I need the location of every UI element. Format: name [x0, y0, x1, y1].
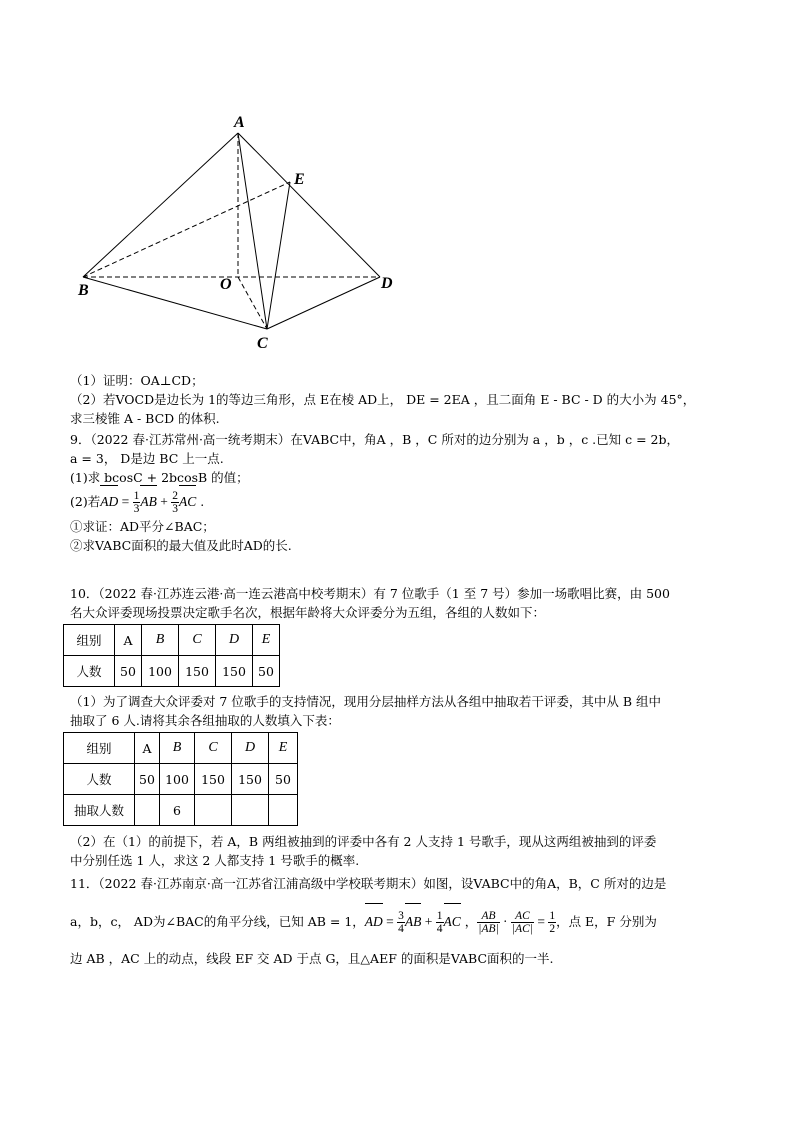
vector-AB: AB	[405, 905, 422, 939]
q10-part1-line1: （1）为了调查大众评委对 7 位歌手的支持情况，现用分层抽样方法从各组中抽取若干评委，其中从 B 组中	[70, 694, 661, 709]
fraction-2-3	[171, 490, 179, 515]
vector-AD: AD	[365, 905, 383, 939]
unit-vector-AC	[511, 910, 534, 935]
fraction-3-4	[397, 910, 405, 935]
question-8	[70, 371, 730, 428]
q9-plus: +	[156, 494, 172, 509]
edge-AC	[238, 133, 267, 329]
label-B: B	[78, 282, 89, 299]
label-C: C	[257, 335, 268, 352]
q9-line6: ②求VABC面积的最大值及此时AD的长.	[70, 538, 292, 553]
question-10-intro	[70, 584, 730, 622]
vector-AD: AD	[100, 487, 118, 517]
label-E: E	[294, 171, 305, 188]
table-cell: 50	[115, 656, 142, 687]
table-cell: 150	[195, 764, 232, 795]
q8-part1: （1）证明：OA⊥CD；	[70, 373, 204, 388]
fraction-denominator: 4	[436, 923, 443, 935]
table-cell	[269, 795, 298, 826]
question-9	[70, 430, 730, 555]
question-10-part2	[70, 832, 730, 870]
q11-dot: ·	[499, 914, 511, 929]
table-cell: 150	[232, 764, 269, 795]
fraction-numerator: 1	[549, 910, 556, 922]
label-A: A	[234, 114, 245, 131]
unit-vector-AB	[477, 910, 499, 935]
edge-CD	[267, 277, 380, 329]
q8-part2-line1: （2）若VOCD是边长为 1的等边三角形，点 E在棱 AD上， DE = 2EA ，且二面角 E - BC - D 的大小为 45°，	[70, 392, 696, 407]
table-cell: C	[195, 733, 232, 764]
table-cell: 50	[135, 764, 160, 795]
q11-plus: +	[421, 914, 436, 929]
table-cell: 人数	[64, 764, 135, 795]
table-cell: D	[216, 625, 253, 656]
group-size-table	[63, 624, 280, 687]
fraction-denominator: 2	[549, 923, 556, 935]
table-cell: C	[179, 625, 216, 656]
q11-line2-end: ，点 E，F 分别为	[556, 914, 657, 929]
q10-part2-line2: 中分别任选 1 人，求这 2 人都支持 1 号歌手的概率.	[70, 853, 360, 868]
vector-AC: AC	[444, 905, 461, 939]
table-cell: D	[232, 733, 269, 764]
q9-line2: a = 3， D是边 BC 上一点.	[70, 451, 224, 466]
q9-line5: ①求证：AD平分∠BAC；	[70, 519, 215, 534]
table-cell: 人数	[64, 656, 115, 687]
edge-AB	[83, 133, 238, 277]
q11-eq: =	[382, 914, 398, 929]
fraction-1-2	[548, 910, 556, 935]
label-D: D	[381, 275, 393, 292]
edge-EC	[267, 182, 290, 329]
q9-line4-prefix: (2)若	[70, 494, 101, 509]
fraction-numerator: 3	[398, 910, 404, 922]
fraction-numerator: 1	[133, 490, 140, 502]
table-cell: 150	[216, 656, 253, 687]
q11-eq2: =	[533, 914, 549, 929]
label-O: O	[220, 276, 232, 293]
edge-BE	[83, 182, 290, 277]
fraction-numerator: AB	[477, 910, 499, 923]
q11-comma: ，	[460, 914, 478, 929]
table-cell: 组别	[64, 625, 115, 656]
table-cell: 6	[160, 795, 195, 826]
q9-line1: 9．（2022 春·江苏常州·高一统考期末）在VABC中，角A ，B ，C 所对的边分别为 a ，b ，c .已知 c = 2b，	[70, 432, 679, 447]
table-cell: E	[253, 625, 280, 656]
fraction-numerator: AC	[511, 910, 534, 923]
table-row	[64, 733, 298, 764]
q10-part1-line2: 抽取了 6 人.请将其余各组抽取的人数填入下表：	[70, 713, 340, 728]
q9-line4	[70, 487, 730, 517]
q10-line2: 名大众评委现场投票决定歌手名次，根据年龄将大众评委分为五组，各组的人数如下：	[70, 605, 546, 620]
q10-line1: 10．（2022 春·江苏连云港·高一连云港高中校考期末）有 7 位歌手（1 至 7 号）参加一场歌唱比赛，由 500	[70, 586, 670, 601]
sampling-table	[63, 732, 298, 826]
fraction-numerator: 2	[172, 490, 178, 502]
fraction-denominator: 3	[133, 503, 140, 515]
q11-line3: 边 AB ，AC 上的动点，线段 EF 交 AD 于点 G，且△AEF 的面积是VABC面积的一半.	[70, 951, 554, 966]
table-cell: 50	[269, 764, 298, 795]
table-cell: E	[269, 733, 298, 764]
table-cell: 100	[142, 656, 179, 687]
table-cell: 抽取人数	[64, 795, 135, 826]
table-cell: 50	[253, 656, 280, 687]
q9-line4-end: .	[196, 494, 205, 509]
table-cell: 组别	[64, 733, 135, 764]
table-cell: B	[160, 733, 195, 764]
table-cell: A	[135, 733, 160, 764]
fraction-1-4	[436, 910, 444, 935]
q11-line1: 11．（2022 春·江苏南京·高一江苏省江浦高级中学校联考期末）如图，设VABC中的角A，B，C 所对的边是	[70, 876, 667, 891]
table-cell	[232, 795, 269, 826]
q9-line3: (1)求 bcosC + 2bcosB 的值；	[70, 470, 249, 485]
table-cell	[135, 795, 160, 826]
fraction-denominator: |AB|	[478, 923, 499, 935]
table-row	[64, 795, 298, 826]
table-row	[64, 764, 298, 795]
q11-line2	[70, 905, 750, 939]
q8-part2-line2: 求三棱锥 A - BCD 的体积.	[70, 411, 220, 426]
question-10-part1	[70, 692, 730, 730]
table-cell: 100	[160, 764, 195, 795]
q9-eq: =	[118, 494, 133, 509]
q10-part2-line1: （2）在（1）的前提下，若 A，B 两组被抽到的评委中各有 2 人支持 1 号歌手，现从这两组被抽到的评委	[70, 834, 657, 849]
question-11	[70, 874, 750, 968]
table-cell: A	[115, 625, 142, 656]
vector-AC: AC	[179, 487, 196, 517]
fraction-denominator: |AC|	[511, 923, 533, 935]
table-row	[64, 656, 280, 687]
table-cell	[195, 795, 232, 826]
pyramid-figure	[70, 105, 410, 360]
edge-BC	[83, 277, 267, 329]
fraction-denominator: 4	[398, 923, 404, 935]
q11-line2-a: a，b，c， AD为∠BAC的角平分线，已知 AB = 1，	[70, 914, 365, 929]
vector-AB: AB	[140, 487, 157, 517]
edge-AD	[238, 133, 380, 277]
table-cell: 150	[179, 656, 216, 687]
fraction-denominator: 3	[172, 503, 178, 515]
fraction-numerator: 1	[436, 910, 443, 922]
table-row	[64, 625, 280, 656]
table-cell: B	[142, 625, 179, 656]
